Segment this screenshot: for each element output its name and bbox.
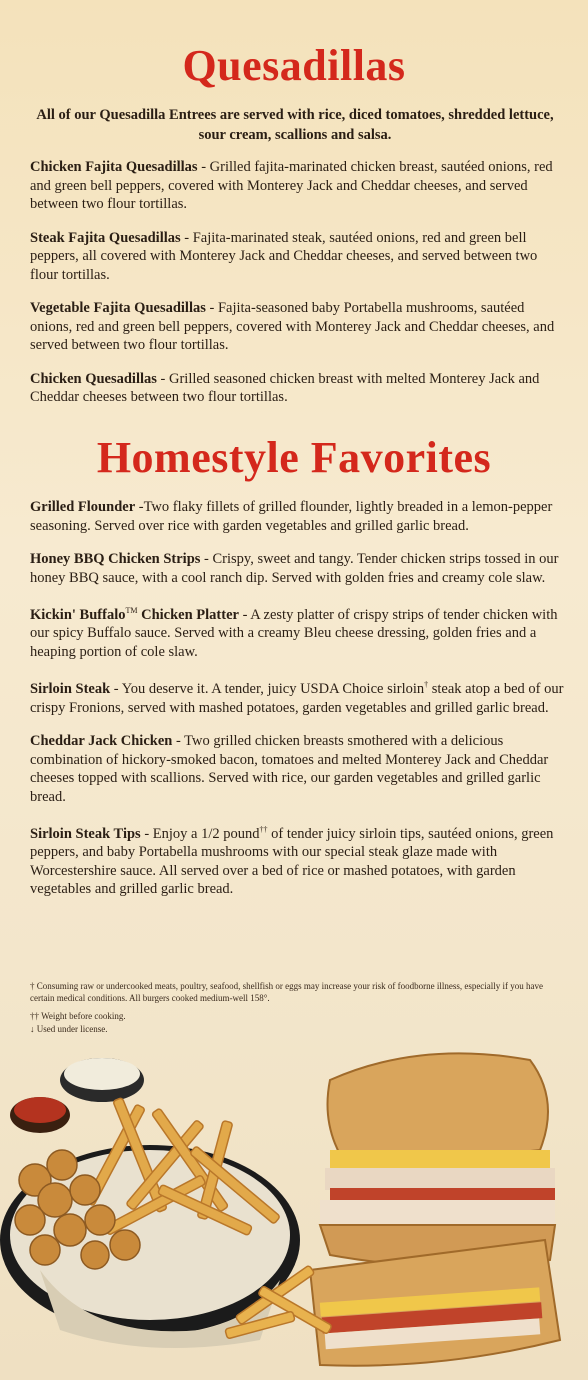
item-description: - A zesty platter of crispy strips of tender chicken with our spicy Buffalo sauce. Served with a creamy Bleu cheese dressing, golden fries and a heaping portion of cole slaw. xyxy=(30,606,558,660)
menu-item xyxy=(30,370,564,407)
item-description: - Grilled seasoned chicken breast with melted Monterey Jack and Cheddar cheeses between two flour tortillas. xyxy=(30,370,540,405)
item-description: -Two flaky fillets of grilled flounder, lightly breaded in a lemon-pepper seasoning. Served over rice with garden vegetables and grilled garlic bread. xyxy=(30,499,553,534)
item-name: Grilled Flounder xyxy=(30,499,136,515)
quesadillas-intro: All of our Quesadilla Entrees are served with rice, diced tomatoes, shredded lettuce, sour cream, scallions and salsa. xyxy=(36,107,554,143)
item-name: Cheddar Jack Chicken xyxy=(30,733,173,750)
quesadillas-title: Quesadillas xyxy=(182,41,406,90)
menu-item xyxy=(30,676,564,717)
item-name: Sirloin Steak xyxy=(30,681,111,698)
item-name: Vegetable Fajita Quesadillas xyxy=(30,300,206,316)
item-description: - You deserve it. A tender, juicy USDA Choice sirloin xyxy=(110,681,425,698)
item-description: - Two grilled chicken breasts smothered with a delicious combination of hickory-smoked bacon, tomatoes and melted Monterey Jack and Cheddar cheeses topped with scallions. Served with rice, our garden vegetables and grilled garlic bread. xyxy=(30,733,549,805)
footnote-weight: †† Weight before cooking. xyxy=(30,1011,126,1021)
item-name: Sirloin Steak Tips xyxy=(30,825,141,842)
menu-item xyxy=(30,550,564,587)
item-description: - Fajita-seasoned baby Portabella mushrooms, sautéed onions, red and green bell peppers, covered with Monterey Jack and Cheddar cheeses, and served between two flour tortillas. xyxy=(30,300,555,353)
item-name: Kickin' Buffalo xyxy=(30,606,126,623)
item-description-continued: of tender juicy sirloin tips, sautéed onions, green peppers, and baby Portabella mushrooms with our special steak glaze made with Worcestershire sauce. All served over a bed of rice or mashed potatoes, with garden vegetables and grilled garlic bread. xyxy=(30,825,554,898)
menu-item xyxy=(30,498,564,535)
quesadillas-list xyxy=(30,158,564,422)
trademark-mark: TM xyxy=(125,606,138,615)
item-name: Honey BBQ Chicken Strips xyxy=(30,551,201,567)
menu-item xyxy=(30,229,564,285)
menu-item xyxy=(30,299,564,355)
item-description: - Fajita-marinated steak, sautéed onions, red and green bell peppers, all covered with Monterey Jack and Cheddar cheeses, and served between two flour tortillas. xyxy=(30,229,538,283)
menu-item xyxy=(30,732,564,806)
homestyle-list xyxy=(30,498,564,914)
menu-item xyxy=(30,158,564,214)
item-description: - Enjoy a 1/2 pound xyxy=(140,825,260,842)
footnote-license: ↓ Used under license. xyxy=(30,1024,108,1034)
item-description: - Grilled fajita-marinated chicken breast, sautéed onions, red and green bell peppers, covered with Monterey Jack and Cheddar cheeses, and served between two flour tortillas. xyxy=(30,159,553,212)
menu-item xyxy=(30,602,564,661)
footnote-mark: †† xyxy=(259,825,268,835)
item-name-continued: Chicken Platter xyxy=(137,606,239,623)
item-description: - Crispy, sweet and tangy. Tender chicken strips tossed in our honey BBQ sauce, with a cool ranch dip. Served with golden fries and creamy cole slaw. xyxy=(30,551,559,586)
footnote-consumer-advisory: † Consuming raw or undercooked meats, poultry, seafood, shellfish or eggs may increase your risk of foodborne illness, especially if you have certain medical conditions. All burgers cooked medium-well 158°. xyxy=(30,981,544,1003)
item-name: Steak Fajita Quesadillas xyxy=(30,229,181,246)
menu-item xyxy=(30,821,564,899)
homestyle-title: Homestyle Favorites xyxy=(96,433,492,482)
item-name: Chicken Quesadillas xyxy=(30,370,157,387)
item-description-continued: steak atop a bed of our crispy Fronions, served with mashed potatoes, garden vegetables and grilled garlic bread. xyxy=(30,681,564,716)
food-photo xyxy=(0,1040,588,1380)
item-name: Chicken Fajita Quesadillas xyxy=(30,159,198,175)
footnote-mark: † xyxy=(424,680,429,690)
footnotes xyxy=(30,980,560,1041)
